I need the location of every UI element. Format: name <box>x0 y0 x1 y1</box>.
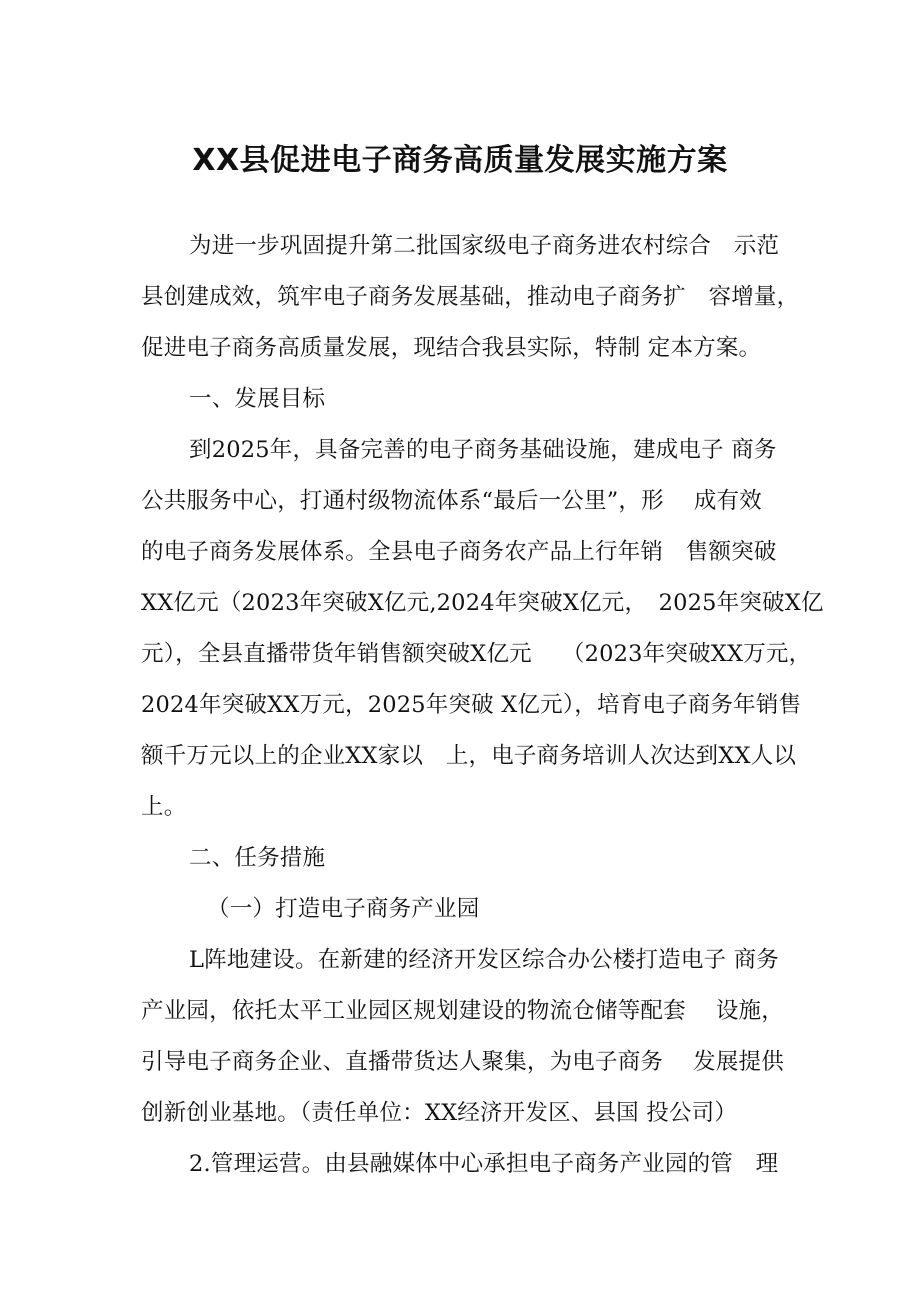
paragraph-line: 到2025年，具备完善的电子商务基础设施，建成电子 商务 <box>189 437 777 463</box>
paragraph-line: 元），全县直播带货年销售额突破X亿元 （2023年突破XX万元， <box>141 641 812 667</box>
paragraph-line: 县创建成效，筑牢电子商务发展基础，推动电子商务扩 容增量， <box>141 284 800 310</box>
paragraph-line: 产业园，依托太平工业园区规划建设的物流仓储等配套 设施， <box>141 998 784 1024</box>
paragraph-line: 创新创业基地。（责任单位：XX经济开发区、县国 投公司） <box>141 1100 738 1126</box>
section-heading: 一、发展目标 <box>189 386 326 412</box>
document-title: XX县促进电子商务高质量发展实施方案 <box>192 143 728 178</box>
paragraph-line: 的电子商务发展体系。全县电子商务农产品上行年销 售额突破 <box>141 539 777 565</box>
paragraph-line: 促进电子商务高质量发展，现结合我县实际，特制 定本方案。 <box>141 335 762 361</box>
paragraph-line: 2024年突破XX万元，2025年突破 X亿元），培育电子商务年销售 <box>141 692 802 718</box>
paragraph-line: XX亿元（2023年突破X亿元,2024年突破X亿元， 2025年突破X亿 <box>141 590 824 616</box>
paragraph-line: 额千万元以上的企业XX家以 上，电子商务培训人次达到XX人以 <box>141 743 797 769</box>
paragraph-line: 公共服务中心，打通村级物流体系“最后一公里”，形 成有效 <box>141 488 762 514</box>
paragraph-line: 2.管理运营。由县融媒体中心承担电子商务产业园的管 理 <box>189 1151 779 1177</box>
paragraph-line: L阵地建设。在新建的经济开发区综合办公楼打造电子 商务 <box>189 947 779 973</box>
section-heading: 二、任务措施 <box>189 845 326 871</box>
paragraph-line: 上。 <box>141 794 187 820</box>
subsection-heading: （一）打造电子商务产业园 <box>207 896 480 922</box>
paragraph-line: 引导电子商务企业、直播带货达人聚集，为电子商务 发展提供 <box>141 1049 784 1075</box>
paragraph-line: 为进一步巩固提升第二批国家级电子商务进农村综合 示范 <box>189 233 780 259</box>
